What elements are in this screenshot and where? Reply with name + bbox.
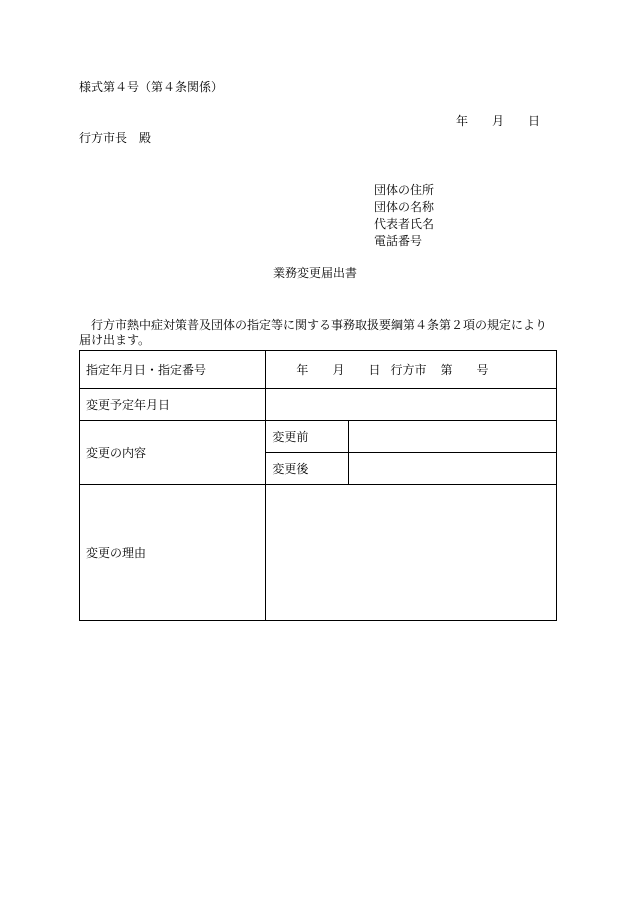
addressee	[79, 132, 151, 144]
applicant-name-label: 団体の名称	[374, 200, 435, 214]
applicant-representative-label: 代表者氏名	[374, 217, 435, 231]
table-row	[80, 389, 557, 421]
after-label: 変更後	[266, 453, 348, 485]
designation-month: 月	[332, 362, 345, 377]
submission-date	[456, 115, 540, 127]
table-row	[80, 351, 557, 389]
designation-value-cell[interactable]	[266, 351, 557, 389]
body-text: 行方市熱中症対策普及団体の指定等に関する事務取扱要綱第４条第２項の規定により届け出ます。	[79, 318, 548, 347]
document-title: 業務変更届出書	[273, 266, 358, 280]
date-month-label: 月	[492, 114, 505, 128]
date-year-label: 年	[456, 114, 469, 128]
after-value-cell[interactable]	[348, 453, 556, 485]
change-reason-cell[interactable]	[266, 485, 557, 621]
table-row	[80, 421, 557, 453]
planned-date-cell[interactable]	[266, 389, 557, 421]
applicant-phone-label: 電話番号	[374, 234, 423, 248]
designation-go: 号	[476, 362, 489, 377]
designation-day: 日	[368, 362, 381, 377]
body-text-block	[79, 318, 549, 348]
form-number: 様式第４号（第４条関係）	[79, 80, 224, 94]
designation-dai: 第	[440, 362, 453, 377]
applicant-block	[374, 182, 434, 250]
addressee-honorific: 殿	[139, 131, 152, 145]
before-label: 変更前	[266, 421, 348, 453]
designation-label: 指定年月日・指定番号	[80, 351, 266, 389]
change-content-label: 変更の内容	[80, 421, 266, 485]
date-day-label: 日	[528, 114, 541, 128]
before-value-cell[interactable]	[348, 421, 556, 453]
designation-city: 行方市	[390, 362, 427, 377]
change-reason-label: 変更の理由	[80, 485, 266, 621]
addressee-name: 行方市長	[79, 131, 128, 145]
change-notification-table	[79, 350, 557, 621]
designation-year: 年	[296, 362, 309, 377]
planned-date-label: 変更予定年月日	[80, 389, 266, 421]
applicant-address-label: 団体の住所	[374, 183, 435, 197]
table-row	[80, 485, 557, 621]
